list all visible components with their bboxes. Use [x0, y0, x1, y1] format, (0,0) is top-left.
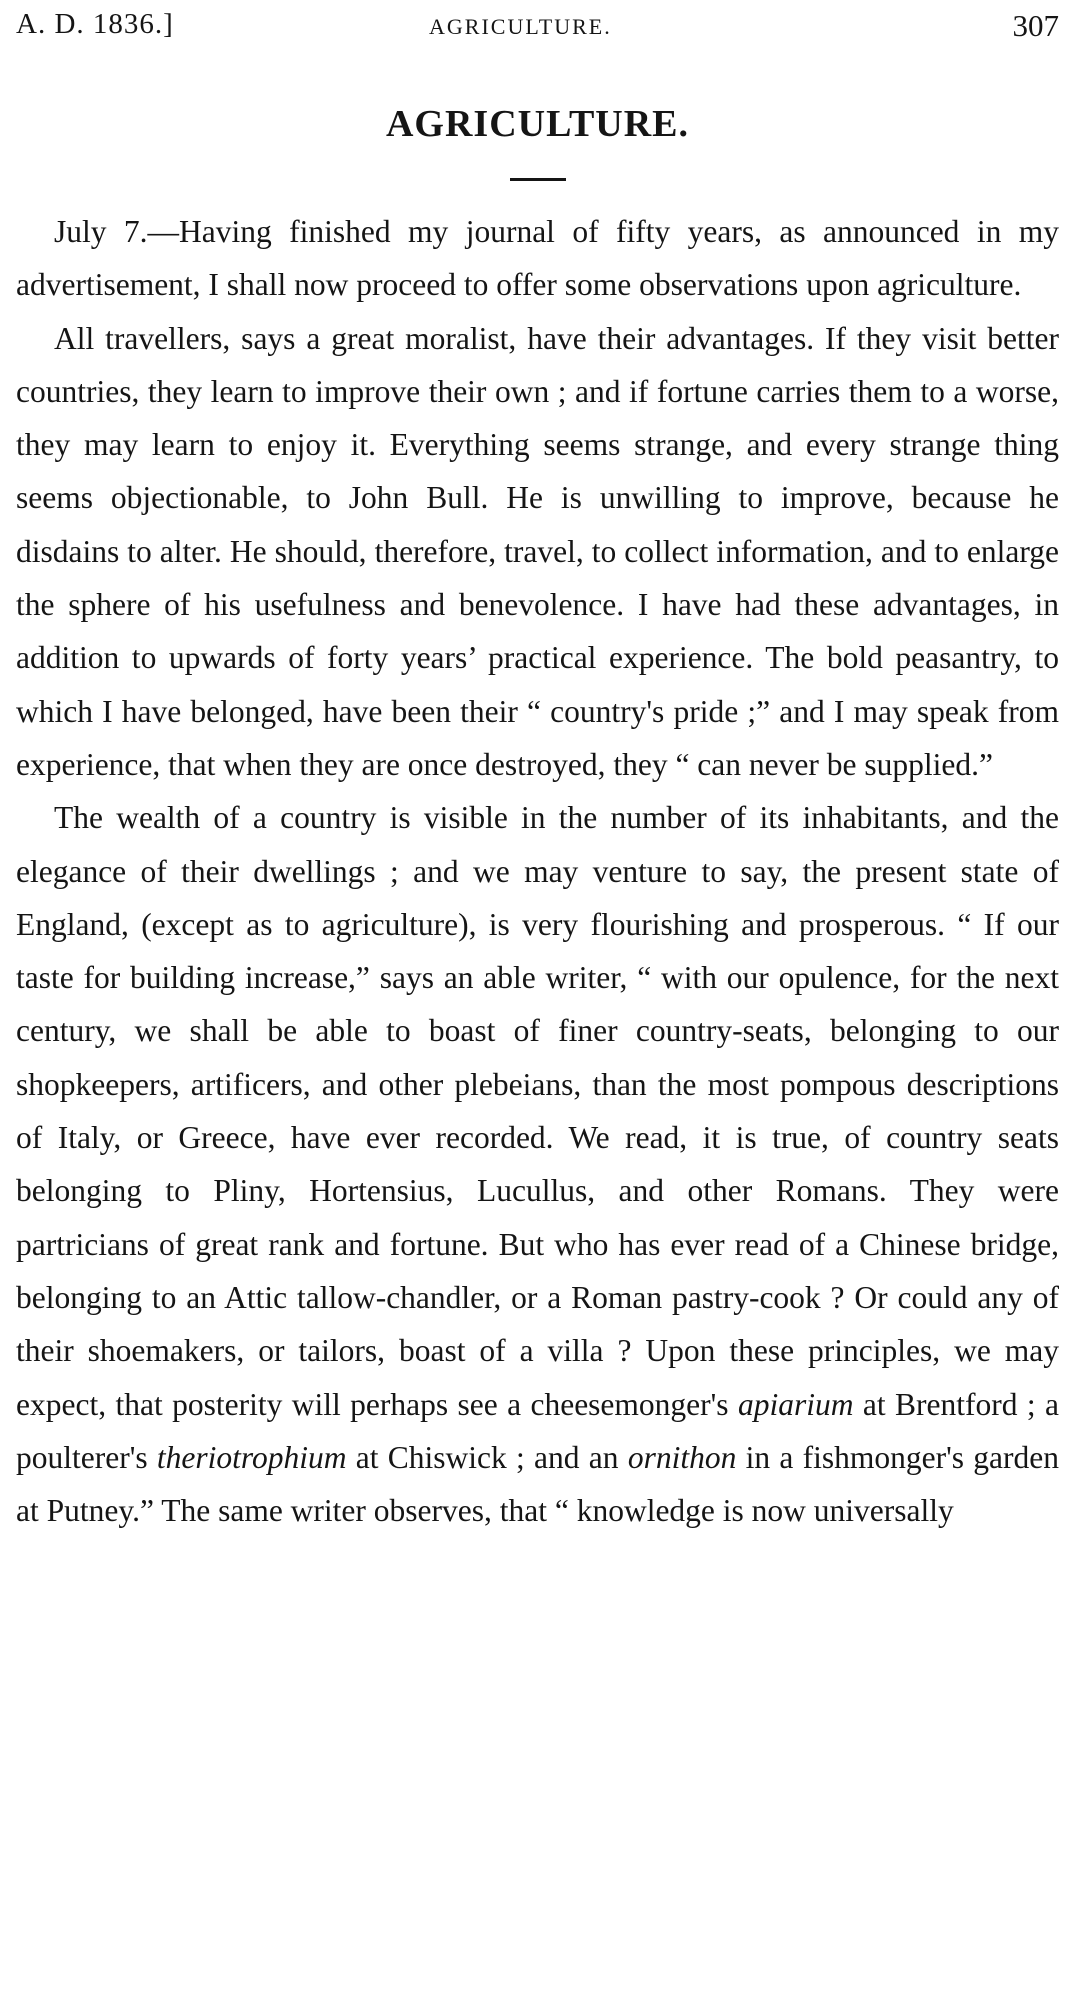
- body-text: [16, 205, 1059, 1537]
- title-rule: [510, 178, 566, 181]
- text-run: The wealth of a country is visible in the number of its inhabitants, and the elegance of their dwellings ; and we may venture to say, the present state of England, (except as to agriculture), is very flourishing and prosperous. “ If our taste for building increase,” says an able writer, “ with our opulence, for the next century, we shall be able to boast of finer country-seats, belonging to our shopkeepers, artificers, and other plebeians, than the most pompous descriptions of Italy, or Greece, have ever recorded. We read, it is true, of country seats belonging to Pliny, Hortensius, Lucullus, and other Romans. They were partricians of great rank and fortune. But who has ever read of a Chinese bridge, belonging to an Attic tallow-chandler, or a Roman pastry-cook ? Or could any of their shoemakers, or tailors, boast of a villa ? Upon these principles, we may expect, that posterity will perhaps see a cheesemonger's: [16, 800, 1059, 1422]
- running-head-date: A. D. 1836.]: [16, 8, 174, 40]
- text-run: at Brentford ; a poulterer's: [16, 1386, 1059, 1475]
- text-run: at Chiswick ; and an: [346, 1439, 628, 1475]
- paragraph: [16, 205, 1059, 312]
- running-head: [16, 0, 1059, 56]
- running-head-title: AGRICULTURE.: [429, 14, 612, 39]
- text-run: All travellers, says a great moralist, have their advantages. If they visit better countries, they learn to improve their own ; and if fortune carries them to a worse, they may learn to enjoy it. Everything seems strange, and every strange thing seems objectionable, to John Bull. He is unwilling to improve, because he disdains to alter. He should, therefore, travel, to collect information, and to enlarge the sphere of his usefulness and benevolence. I have had these advantages, in addition to upwards of forty years’ practical experience. The bold peasantry, to which I have belonged, have been their “ country's pride ;” and I may speak from experience, that when they are once destroyed, they “ can never be supplied.”: [16, 320, 1059, 782]
- paragraph: [16, 791, 1059, 1537]
- text-run: in a fishmonger's garden at Putney.” The same writer observes, that “ knowledge is now universally: [16, 1439, 1059, 1529]
- italic-term: ornithon: [627, 1439, 737, 1475]
- page-number: 307: [1012, 8, 1059, 43]
- paragraph: [16, 312, 1059, 792]
- italic-term: theriotrophium: [156, 1439, 347, 1475]
- text-run: July 7.—Having finished my journal of fifty years, as announced in my advertisement, I shall now proceed to offer some observations upon agriculture.: [16, 214, 1059, 303]
- italic-term: apiarium: [737, 1386, 854, 1422]
- chapter-title: AGRICULTURE.: [385, 103, 690, 145]
